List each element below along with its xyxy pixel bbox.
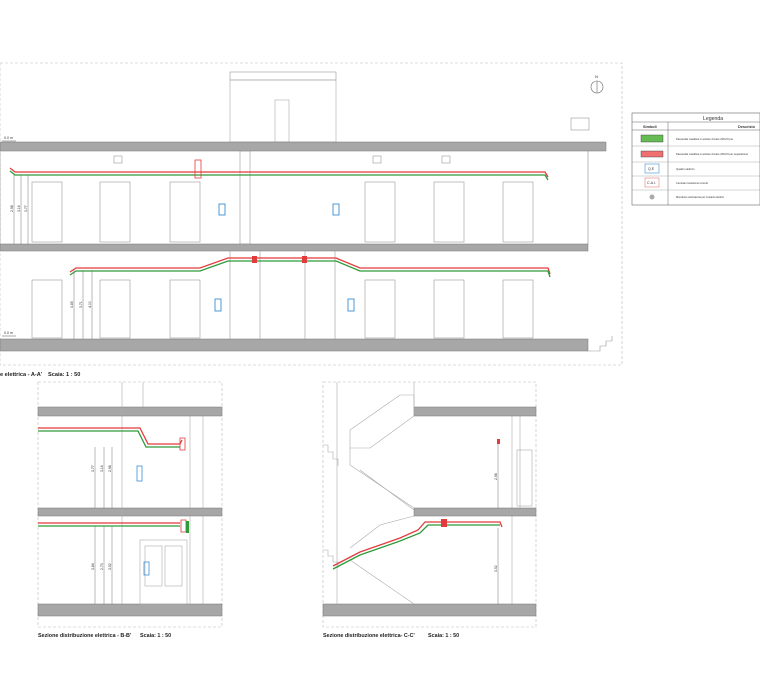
section-b-b [38, 382, 222, 639]
dim-label: 2.98 [494, 473, 498, 480]
section-a-title: e elettrica - A-A' [0, 372, 43, 378]
dim-label: 3.16 [100, 465, 104, 472]
dim-label: 3.85 [70, 301, 74, 308]
dim-label: 3.71 [79, 301, 83, 308]
legend-desc-1: Passerella metallica in acciaio zincato 200x70 per separazione [676, 153, 749, 156]
legend-symbol-qe: Q.E [648, 167, 655, 171]
legend-desc-2: Quadro elettrico [676, 168, 695, 171]
legend-desc-3: Centrale rivelazione incendi [676, 182, 708, 185]
north-label: N [595, 74, 598, 79]
legend [632, 113, 760, 205]
dim-label: 2.98 [108, 465, 112, 472]
dim-label: 3.77 [24, 205, 28, 212]
dim-label: 3.52 [108, 563, 112, 570]
legend-desc-4: Montante sottotraccia per impianti elettrici [676, 196, 724, 199]
legend-title: Legenda [703, 116, 724, 122]
north-arrow [591, 74, 603, 93]
legend-swatch-green [641, 135, 663, 142]
dim-label: 3.52 [494, 565, 498, 572]
dim-label: 2.73 [100, 563, 104, 570]
legend-desc-0: Passerella metallica in acciaio zincato 200x70 per [676, 138, 734, 141]
legend-col-symbols: Simboli [643, 125, 657, 129]
level-top-label: 0.0 m [4, 136, 13, 140]
dim-label: 4.00 [88, 301, 92, 308]
section-b-scale: Scaia: 1 : 50 [140, 633, 172, 639]
dim-label: 3.84 [91, 563, 95, 570]
legend-symbol-cai: C.A.I. [647, 181, 656, 185]
section-b-title: Sezione distribuzione elettrica - B-B' [38, 633, 132, 639]
legend-col-description: Descrizio [738, 125, 755, 129]
legend-swatch-red [641, 151, 663, 157]
section-c-c [323, 382, 536, 639]
section-c-scale: Scaia: 1 : 50 [428, 633, 460, 639]
section-a-a [0, 63, 622, 378]
level-bottom-label: 0.0 m [4, 331, 13, 335]
dim-label: 2.98 [10, 205, 14, 212]
legend-symbol-dot [650, 195, 655, 200]
dim-label: 3.77 [91, 465, 95, 472]
section-a-scale: Scaia: 1 : 50 [48, 372, 81, 378]
section-c-title: Sezione distribuzione elettrica- C-C' [323, 633, 415, 639]
dim-label: 3.16 [17, 205, 21, 212]
